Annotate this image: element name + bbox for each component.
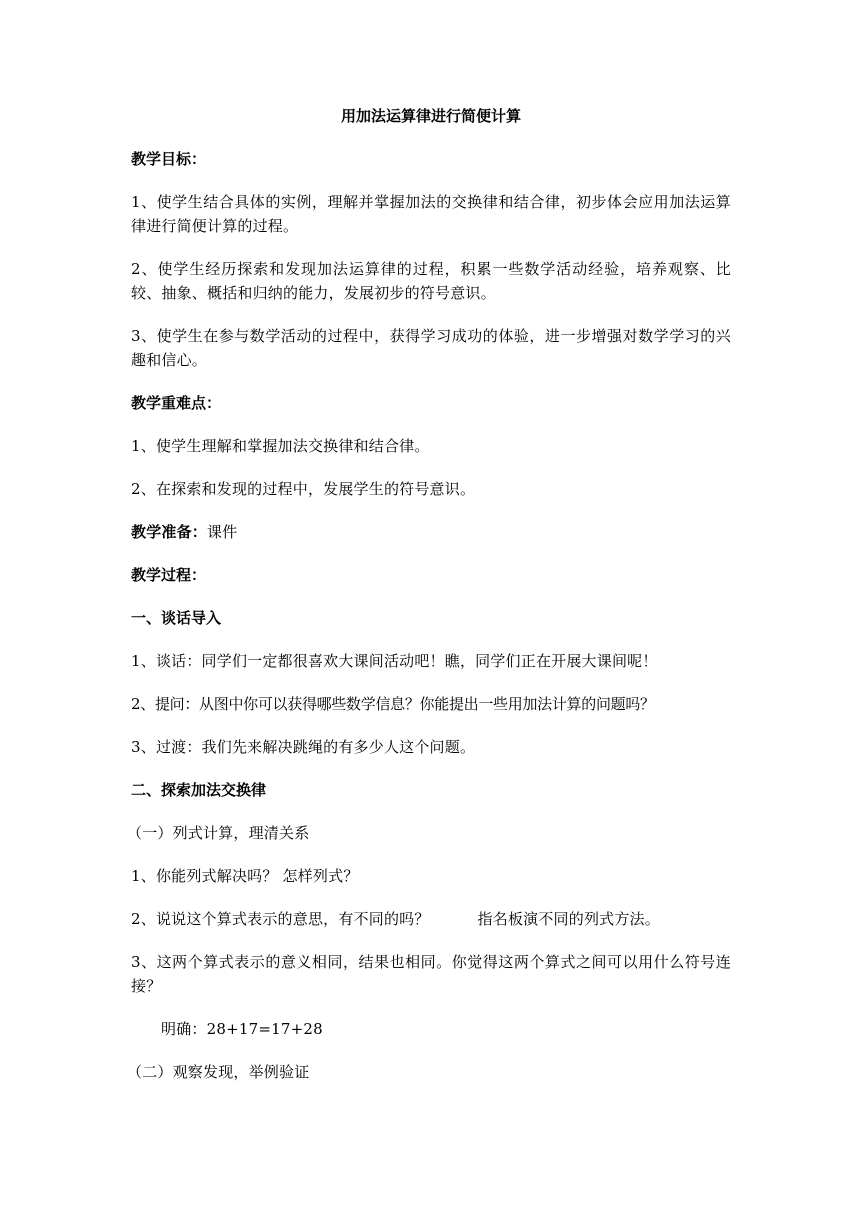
prep-value: 课件 [207, 523, 238, 541]
formula-line: 明确：28+17=17+28 [161, 1020, 323, 1038]
section1-item: 3、过渡：我们先来解决跳绳的有多少人这个问题。 [131, 738, 476, 756]
section1-item: 2、提问：从图中你可以获得哪些数学信息？你能提出一些用加法计算的问题吗？ [131, 695, 655, 713]
subsection-2-heading: （二）观察发现，举例验证 [127, 1063, 310, 1081]
keypoints-heading: 教学重难点： [131, 394, 222, 412]
goal-item: 1、使学生结合具体的实例，理解并掌握加法的交换律和结合律，初步体会应用加法运算律进行简便计算的过程。 [131, 193, 731, 235]
sub1-item-2-note: 指名板演不同的列式方法。 [477, 910, 660, 928]
prep-label: 教学准备： [131, 523, 208, 541]
subsection-1-heading: （一）列式计算，理清关系 [127, 824, 310, 842]
goals-heading: 教学目标： [131, 150, 207, 168]
document-title: 用加法运算律进行简便计算 [340, 107, 521, 125]
section1-heading: 一、谈话导入 [131, 609, 222, 627]
sub1-item-2-question: 2、说说这个算式表示的意思，有不同的吗？ [131, 910, 430, 928]
process-heading: 教学过程： [131, 566, 207, 584]
section2-heading: 二、探索加法交换律 [131, 781, 267, 799]
sub1-item-1: 1、你能列式解决吗？ 怎样列式？ [131, 867, 359, 885]
prep-line [131, 520, 731, 544]
keypoint-item: 1、使学生理解和掌握加法交换律和结合律。 [131, 437, 430, 455]
keypoint-item: 2、在探索和发现的过程中，发展学生的符号意识。 [131, 480, 476, 498]
section1-item: 1、谈话：同学们一定都很喜欢大课间活动吧！瞧，同学们正在开展大课间呢！ [131, 652, 658, 670]
sub1-item-2 [131, 907, 731, 931]
sub1-item-3: 3、这两个算式表示的意义相同，结果也相同。你觉得这两个算式之间可以用什么符号连接？ [131, 953, 731, 995]
document-page [127, 104, 731, 1103]
goal-item: 2、使学生经历探索和发现加法运算律的过程，积累一些数学活动经验，培养观察、比较、抽象、概括和归纳的能力，发展初步的符号意识。 [131, 260, 731, 302]
goal-item: 3、使学生在参与数学活动的过程中，获得学习成功的体验，进一步增强对数学学习的兴趣和信心。 [131, 327, 731, 369]
